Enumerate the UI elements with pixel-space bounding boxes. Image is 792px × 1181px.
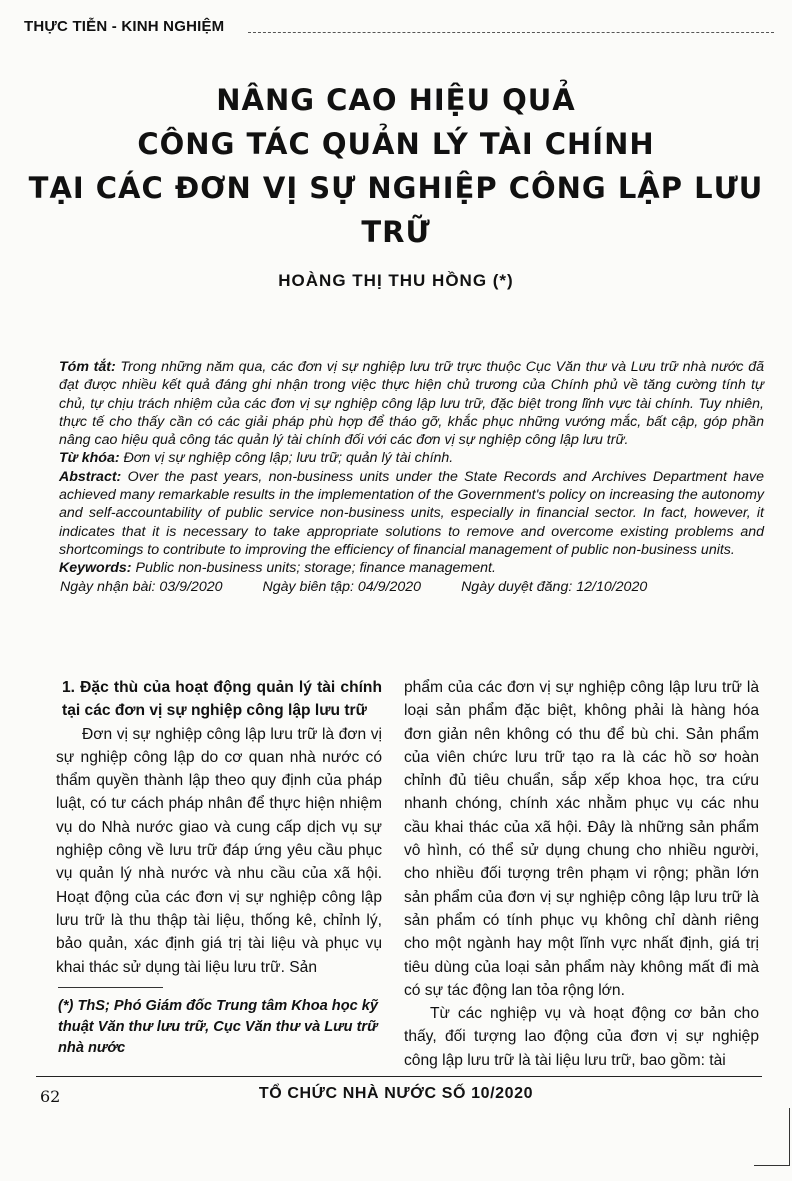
- left-column: [56, 676, 382, 979]
- abstract-en: [59, 468, 764, 559]
- right-paragraph-1: phẩm của các đơn vị sự nghiệp công lập lưu trữ là loại sản phẩm đặc biệt, không phải là hàng hóa đơn giản nên không có thu để bù chi. Sản phẩm của viên chức lưu trữ tạo ra là các hồ sơ hoàn chỉnh đủ tiêu chuẩn, sắp xếp khoa học, tra cứu nhanh chóng, chính xác nhằm phục vụ các nhu cầu khai thác của xã hội. Đây là những sản phẩm vô hình, có thể sử dụng chung cho nhiều người, cho nhiều đối tượng trên phạm vi rộng; phần lớn sản phẩm của đơn vị sự nghiệp công lập lưu trữ là sản phẩm có tính phục vụ không chỉ dành riêng cho một ngành hay một lĩnh vực nhất định, giá trị tiêu dùng của loại sản phẩm này không mất đi mà có sự tác động lan tỏa rộng lớn.: [404, 679, 759, 999]
- section-1-heading: 1. Đặc thù của hoạt động quản lý tài chính tại các đơn vị sự nghiệp công lập lưu trữ: [62, 679, 382, 720]
- summary-vi-text: Trong những năm qua, các đơn vị sự nghiệp lưu trữ trực thuộc Cục Văn thư và Lưu trữ nhà nước đã đạt được nhiều kết quả đáng ghi nhận trong việc thực hiện chủ trương của Chính phủ về tăng cường tính tự chủ, tự chịu trách nhiệm của các đơn vị sự nghiệp công lập lưu trữ, đặc biệt trong lĩnh vực tài chính. Tuy nhiên, thực tế cho thấy cần có các giải pháp phù hợp để tháo gỡ, khắc phục những vướng mắc, bất cập, góp phần nâng cao hiệu quả công tác quản lý tài chính đối với các đơn vị sự nghiệp công lập lưu trữ.: [59, 359, 764, 449]
- scan-edge-line-horizontal: [754, 1165, 790, 1166]
- footer-rule: [36, 1076, 762, 1077]
- keywords-en-label: Keywords:: [59, 560, 132, 577]
- article-dates: [59, 578, 764, 596]
- header-rule: [248, 32, 774, 33]
- author-name: HOÀNG THỊ THU HỒNG (*): [278, 271, 514, 290]
- title-line-2: CÔNG TÁC QUẢN LÝ TÀI CHÍNH: [137, 127, 655, 161]
- title-line-1: NÂNG CAO HIỆU QUẢ: [216, 83, 576, 117]
- page-number: 62: [40, 1087, 61, 1106]
- keywords-en-text: Public non-business units; storage; finance management.: [135, 560, 496, 577]
- title-line-3: TẠI CÁC ĐƠN VỊ SỰ NGHIỆP CÔNG LẬP LƯU TRỮ: [28, 171, 764, 249]
- keywords-vi-text: Đơn vị sự nghiệp công lập; lưu trữ; quản lý tài chính.: [123, 450, 454, 467]
- keywords-vi-label: Từ khóa:: [59, 450, 120, 467]
- keywords-vi: [59, 449, 764, 467]
- date-received: Ngày nhận bài: 03/9/2020: [60, 578, 223, 595]
- abstract-en-text: Over the past years, non-business units under the State Records and Archives Department have achieved many remarkable results in the implementation of the Government's policy on increasing the autonomy and self-accountability of public service non-business units, especially in financial sector. In fact, however, it indicates that it is necessary to take appropriate solutions to remove and overcome existing problems and shortcomings to contribute to improving the efficiency of financial management of public non-business units.: [59, 468, 764, 558]
- article-title: [0, 78, 792, 254]
- summary-vi-label: Tóm tắt:: [59, 359, 116, 375]
- date-approved: Ngày duyệt đăng: 12/10/2020: [461, 578, 648, 595]
- abstract-en-label: Abstract:: [59, 468, 122, 485]
- summary-vi: [59, 358, 764, 449]
- right-paragraph-2: Từ các nghiệp vụ và hoạt động cơ bản cho thấy, đối tượng lao động của đơn vị sự nghiệp công lập lưu trữ là tài liệu lưu trữ, bao gồm: tài: [404, 1005, 759, 1069]
- abstract-block: [59, 358, 764, 596]
- footnote-rule: [58, 987, 163, 988]
- right-column: [404, 676, 759, 1072]
- scan-edge-line: [789, 1108, 790, 1166]
- author-footnote: (*) ThS; Phó Giám đốc Trung tâm Khoa học kỹ thuật Văn thư lưu trữ, Cục Văn thư và Lưu trữ nhà nước: [58, 998, 379, 1056]
- date-edited: Ngày biên tập: 04/9/2020: [262, 578, 422, 595]
- keywords-en: [59, 559, 764, 577]
- journal-issue: TỔ CHỨC NHÀ NƯỚC SỐ 10/2020: [258, 1085, 534, 1102]
- section-label: THỰC TIỄN - KINH NGHIỆM: [24, 18, 225, 35]
- left-paragraph: Đơn vị sự nghiệp công lập lưu trữ là đơn vị sự nghiệp công lập do cơ quan nhà nước có thẩm quyền thành lập theo quy định của pháp luật, có tư cách pháp nhân để thực hiện nhiệm vụ do Nhà nước giao và cung cấp dịch vụ sự nghiệp công về lưu trữ đáp ứng yêu cầu phục vụ quản lý nhà nước và nhu cầu của xã hội. Hoạt động của các đơn vị sự nghiệp công lập lưu trữ là thu thập tài liệu, thống kê, chỉnh lý, bảo quản, xác định giá trị tài liệu và phục vụ khai thác sử dụng tài liệu lưu trữ. Sản: [56, 725, 382, 976]
